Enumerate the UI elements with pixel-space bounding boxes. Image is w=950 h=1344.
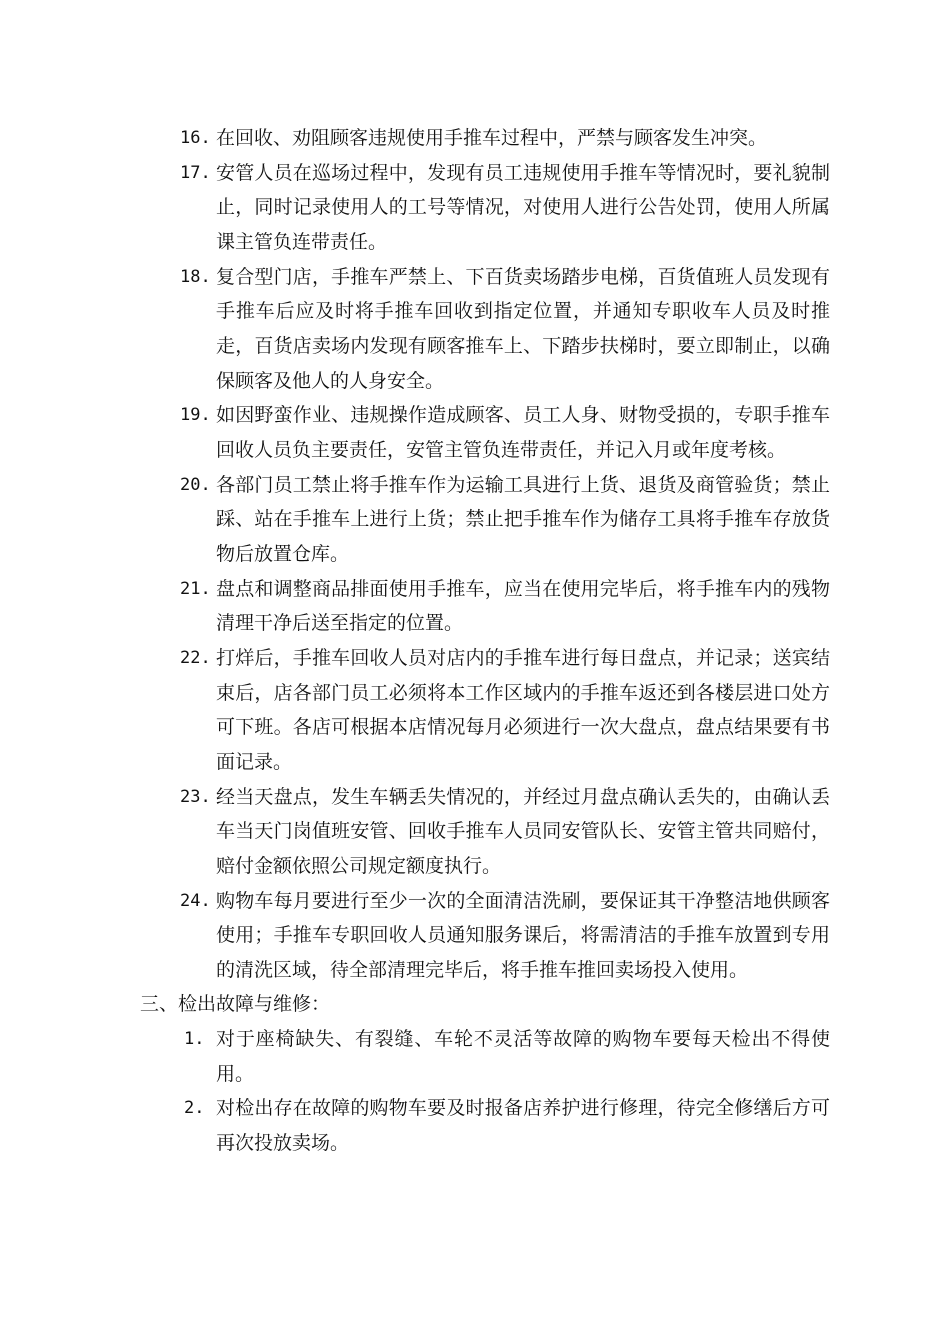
list-item-s3-2 <box>140 1091 830 1160</box>
document-body <box>140 121 830 1161</box>
item-text: 复合型门店，手推车严禁上、下百货卖场踏步电梯，百货值班人员发现有手推车后应及时将手推车回收到指定位置，并通知专职收车人员及时推走，百货店卖场内发现有顾客推车上、下踏步扶梯时，要立即制止，以确保顾客及他人的人身安全。 <box>216 265 830 392</box>
item-text: 在回收、劝阻顾客违规使用手推车过程中，严禁与顾客发生冲突。 <box>216 127 768 149</box>
item-number: 22. <box>180 648 211 669</box>
list-item-19 <box>140 398 830 467</box>
list-item-22 <box>140 641 830 779</box>
item-number: 19. <box>180 405 211 426</box>
list-item-17 <box>140 156 830 260</box>
item-text: 经当天盘点，发生车辆丢失情况的，并经过月盘点确认丢失的，由确认丢车当天门岗值班安管、回收手推车人员同安管队长、安管主管共同赔付，赔付金额依照公司规定额度执行。 <box>216 785 830 877</box>
list-item-16 <box>140 121 830 156</box>
item-number: 18. <box>180 266 211 287</box>
item-text: 安管人员在巡场过程中，发现有员工违规使用手推车等情况时，要礼貌制止，同时记录使用人的工号等情况，对使用人进行公告处罚，使用人所属课主管负连带责任。 <box>216 161 830 253</box>
item-number: 20. <box>180 474 211 495</box>
item-text: 打烊后，手推车回收人员对店内的手推车进行每日盘点，并记录；送宾结束后，店各部门员工必须将本工作区域内的手推车返还到各楼层进口处方可下班。各店可根据本店情况每月必须进行一次大盘点，盘点结果要有书面记录。 <box>216 647 830 773</box>
list-item-18 <box>140 260 830 398</box>
item-number: 21. <box>180 578 211 599</box>
item-number: 17. <box>180 162 211 183</box>
list-item-s3-1 <box>140 1022 830 1091</box>
item-text: 各部门员工禁止将手推车作为运输工具进行上货、退货及商管验货；禁止踩、站在手推车上进行上货；禁止把手推车作为储存工具将手推车存放货物后放置仓库。 <box>216 473 830 565</box>
item-number: 16. <box>180 128 211 148</box>
item-number: 24. <box>180 890 211 911</box>
item-text: 对检出存在故障的购物车要及时报备店养护进行修理，待完全修缮后方可再次投放卖场。 <box>216 1097 830 1154</box>
item-number: 1. <box>184 1028 205 1049</box>
item-number: 23. <box>180 786 211 807</box>
list-item-24 <box>140 884 830 988</box>
item-text: 如因野蛮作业、违规操作造成顾客、员工人身、财物受损的，专职手推车回收人员负主要责任，安管主管负连带责任，并记入月或年度考核。 <box>216 404 830 461</box>
section-heading: 三、检出故障与维修： <box>140 993 331 1016</box>
item-text: 盘点和调整商品排面使用手推车，应当在使用完毕后，将手推车内的残物清理干净后送至指定的位置。 <box>216 577 830 635</box>
list-item-23 <box>140 780 830 884</box>
list-item-21 <box>140 572 830 641</box>
list-item-20 <box>140 468 830 572</box>
item-text: 对于座椅缺失、有裂缝、车轮不灵活等故障的购物车要每天检出不得使用。 <box>216 1027 830 1085</box>
item-text: 购物车每月要进行至少一次的全面清洁洗刷，要保证其干净整洁地供顾客使用；手推车专职回收人员通知服务课后，将需清洁的手推车放置到专用的清洗区域，待全部清理完毕后，将手推车推回卖场投入使用。 <box>216 889 830 981</box>
item-number: 2. <box>184 1098 205 1119</box>
